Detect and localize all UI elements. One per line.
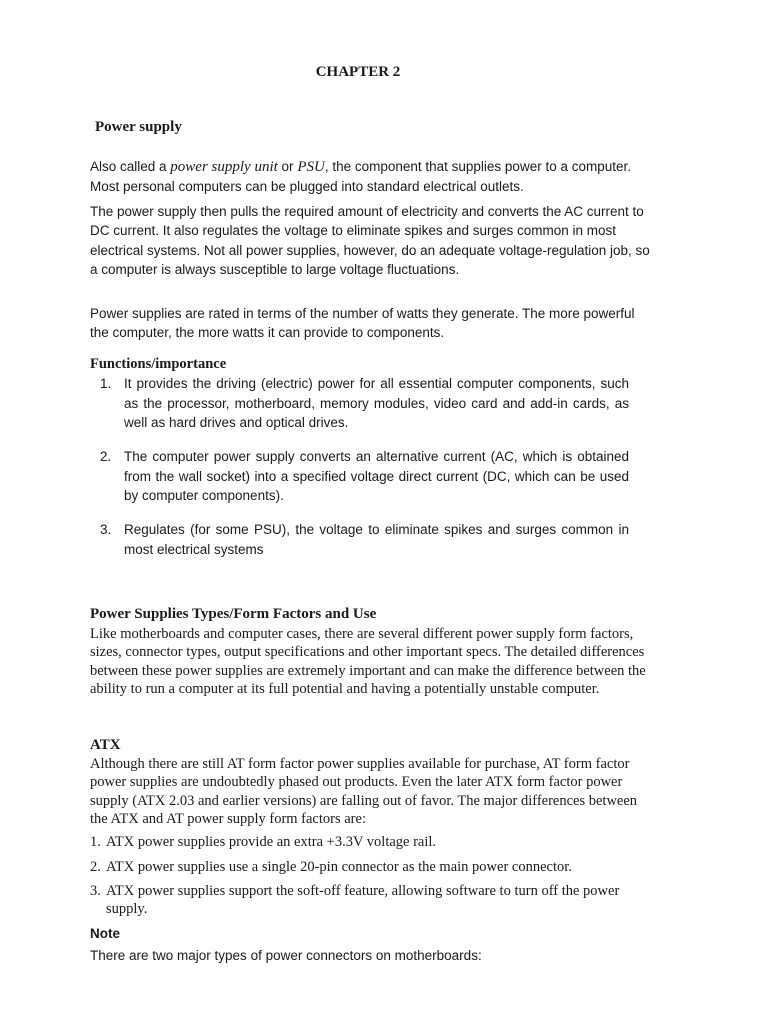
paragraph-intro-text-b: or — [277, 159, 298, 174]
section-heading-types: Power Supplies Types/Form Factors and Use — [90, 606, 377, 622]
list-item-text: ATX power supplies support the soft-off feature, allowing software to turn off the power supply. — [106, 883, 620, 918]
term-power-supply-unit: power supply unit — [170, 159, 278, 175]
section-heading-atx: ATX — [90, 737, 121, 753]
chapter-title: CHAPTER 2 — [315, 64, 401, 80]
note-heading: Note — [90, 926, 120, 941]
list-item-number: 1. — [100, 376, 112, 391]
paragraph-types: Like motherboards and computer cases, there are several different power supply form factors, sizes, connector types, output specifications and other important specs. The detailed differences between these power supplies are extremely important and can make the difference between the ability to run a computer at its full potential and having a potentially unstable computer. — [90, 626, 646, 698]
list-item-number: 3. — [90, 883, 101, 899]
paragraph-intro-text-a: Also called a — [90, 159, 171, 174]
list-item-number: 2. — [90, 859, 101, 875]
list-item-text: Regulates (for some PSU), the voltage to eliminate spikes and surges common in most electrical systems — [124, 522, 629, 557]
list-item-number: 3. — [100, 522, 112, 537]
section-heading-power-supply: Power supply — [95, 119, 182, 135]
list-item-text: ATX power supplies provide an extra +3.3V voltage rail. — [106, 834, 437, 850]
paragraph-intro — [90, 157, 650, 197]
term-psu: PSU — [297, 159, 325, 175]
paragraph-conversion: The power supply then pulls the required amount of electricity and converts the AC current to DC current. It also regulates the voltage to eliminate spikes and surges common in most electrical systems. Not all power supplies, however, do an adequate voltage-regulation job, so a computer is always susceptible to large voltage fluctuations. — [90, 204, 650, 278]
paragraph-watts: Power supplies are rated in terms of the number of watts they generate. The more powerful the computer, the more watts it can provide to components. — [90, 306, 635, 341]
list-item-text: The computer power supply converts an alternative current (AC, which is obtained from the wall socket) into a specified voltage direct current (DC, which can be used by computer components). — [124, 449, 629, 503]
paragraph-intro-text-c: , the component that supplies power to a computer. Most personal computers can be plugged into standard electrical outlets. — [90, 159, 631, 195]
list-item-number: 1. — [90, 834, 101, 850]
section-heading-functions: Functions/importance — [90, 356, 227, 372]
list-item-number: 2. — [100, 449, 112, 464]
note-text: There are two major types of power connectors on motherboards: — [90, 948, 482, 963]
paragraph-atx: Although there are still AT form factor power supplies available for purchase, AT form factor power supplies are undoubtedly phased out products. Even the later ATX form factor power supply (ATX 2.03 and earlier versions) are falling out of favor. The major differences between the ATX and AT power supply form factors are: — [90, 756, 638, 828]
list-item-text: It provides the driving (electric) power for all essential computer components, such as the processor, motherboard, memory modules, video card and add-in cards, as well as hard drives and optical drives. — [124, 376, 629, 430]
list-item-text: ATX power supplies use a single 20-pin connector as the main power connector. — [106, 859, 572, 875]
